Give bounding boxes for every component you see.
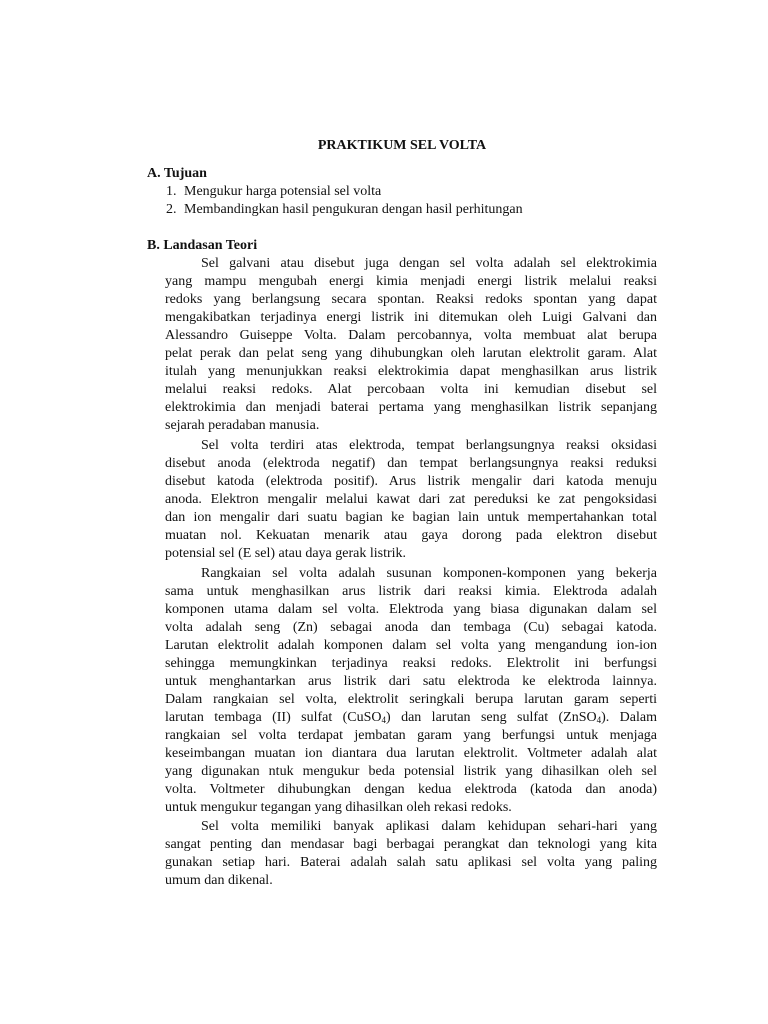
text-line: volta adalah seng (Zn) sebagai anoda dan tembaga (Cu) sebagai katoda. [165, 620, 657, 635]
text-line: untuk menghantarkan arus listrik dari satu elektroda ke elektroda lainnya. [165, 674, 657, 689]
text-line: Larutan elektrolit adalah komponen dalam sel volta yang mengandung ion-ion [165, 638, 657, 653]
text-line: disebut katoda (elektroda positif). Arus listrik mengalir dari katoda menuju [165, 474, 657, 489]
formula-text: larutan tembaga (II) sulfat (CuSO [165, 710, 382, 725]
text-line: melalui reaksi redoks. Alat percobaan volta ini kemudian disebut sel [165, 382, 657, 397]
text-line: gunakan setiap hari. Baterai adalah salah satu aplikasi sel volta yang paling [165, 855, 657, 870]
subscript: 4 [381, 715, 387, 725]
list-item [166, 201, 523, 219]
text-line: disebut anoda (elektroda negatif) dan tempat berlangsungnya reaksi reduksi [165, 456, 657, 471]
text-line: sehingga memungkinkan terjadinya reaksi redoks. Elektrolit ini berfungsi [165, 656, 657, 671]
text-line: elektrokimia dan menjadi baterai pertama yang menghasilkan listrik sepanjang [165, 400, 657, 415]
section-heading-tujuan: A. Tujuan [147, 166, 207, 181]
text-line-with-formulas [165, 709, 657, 727]
text-line: redoks yang berlangsung secara spontan. Reaksi redoks spontan yang dapat [165, 292, 657, 307]
text-line: pelat perak dan pelat seng yang dihubungkan oleh larutan elektrolit garam. Alat [165, 346, 657, 361]
formula-text: ) dan larutan seng sulfat (ZnSO [386, 710, 597, 725]
text-line: yang digunakan ntuk mengukur beda potensial listrik yang dihasilkan oleh sel [165, 764, 657, 779]
text-line: mengakibatkan terjadinya energi listrik ini ditemukan oleh Luigi Galvani dan [165, 310, 657, 325]
list-text: Mengukur harga potensial sel volta [184, 184, 382, 199]
text-line: Sel volta memiliki banyak aplikasi dalam kehidupan sehari-hari yang [201, 819, 657, 834]
text-line: Sel galvani atau disebut juga dengan sel volta adalah sel elektrokimia [201, 256, 657, 271]
text-line: potensial sel (E sel) atau daya gerak listrik. [165, 546, 407, 561]
text-line: komponen utama dalam sel volta. Elektroda yang biasa digunakan dalam sel [165, 602, 657, 617]
text-line: Sel volta terdiri atas elektroda, tempat berlangsungnya reaksi oksidasi [201, 438, 657, 453]
text-line: umum dan dikenal. [165, 873, 273, 888]
list-number: 1. [166, 184, 177, 199]
list-text: Membandingkan hasil pengukuran dengan hasil perhitungan [184, 202, 523, 217]
text-line: yang mampu mengubah energi kimia menjadi energi listrik melalui reaksi [165, 274, 657, 289]
text-line: keseimbangan muatan ion diantara dua larutan elektrolit. Voltmeter adalah alat [165, 746, 657, 761]
text-line: dan ion mengalir dari suatu bagian ke bagian lain untuk mempertahankan total [165, 510, 657, 525]
text-line: volta. Voltmeter dihubungkan dengan kedua elektroda (katoda dan anoda) [165, 782, 657, 797]
text-line: anoda. Elektron mengalir melalui kawat dari zat pereduksi ke zat pengoksidasi [165, 492, 657, 507]
text-line: Dalam rangkaian sel volta, elektrolit seringkali berupa larutan garam seperti [165, 692, 657, 707]
text-line: sama untuk menghasilkan arus listrik dari reaksi kimia. Elektroda adalah [165, 584, 657, 599]
text-line: sejarah peradaban manusia. [165, 418, 320, 433]
text-line: muatan nol. Kekuatan menarik atau gaya dorong pada elektron disebut [165, 528, 657, 543]
list-item [166, 183, 381, 201]
text-line: rangkaian sel volta terdapat jembatan garam yang berfungsi untuk menjaga [165, 728, 657, 743]
text-line: Alessandro Guiseppe Volta. Dalam percobannya, volta membuat alat berupa [165, 328, 657, 343]
subscript: 4 [596, 715, 602, 725]
formula-text: ). Dalam [601, 710, 657, 725]
document-title: PRAKTIKUM SEL VOLTA [317, 138, 487, 153]
section-heading-landasan-teori: B. Landasan Teori [147, 238, 258, 253]
text-line: untuk mengukur tegangan yang dihasilkan oleh rekasi redoks. [165, 800, 512, 815]
text-line: sangat penting dan mendasar bagi berbagai perangkat dan teknologi yang kita [165, 837, 657, 852]
text-line: itulah yang menunjukkan reaksi elektrokimia dapat menghasilkan arus listrik [165, 364, 657, 379]
list-number: 2. [166, 202, 177, 217]
text-line: Rangkaian sel volta adalah susunan komponen-komponen yang bekerja [201, 566, 657, 581]
